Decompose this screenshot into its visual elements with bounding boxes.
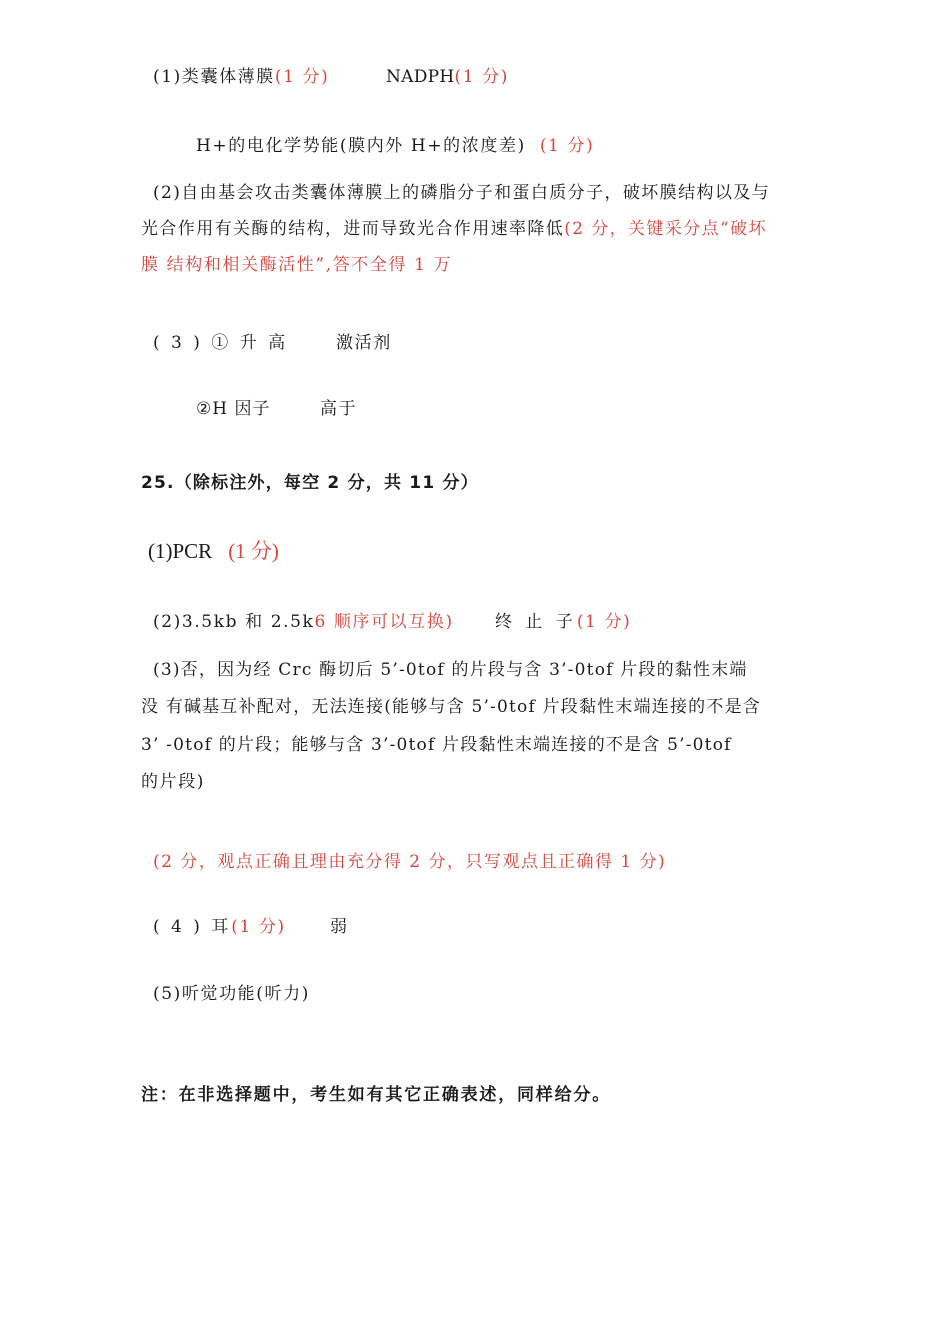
q25-p3-line1: (3)否，因为经 Crc 酶切后 5’-0tof 的片段与含 3’-0tof 片段的黏性末端 <box>153 660 748 680</box>
q24-p1-row <box>153 66 329 88</box>
q25-p2-score: (1 分) <box>576 612 632 632</box>
q25-p4-score: (1 分) <box>231 917 286 937</box>
q24-p2-line1: (2)自由基会攻击类囊体薄膜上的磷脂分子和蛋白质分子，破坏膜结构以及与 <box>153 183 771 203</box>
q25-p2-red: 6 顺序可以互换) <box>314 612 454 632</box>
q24-p1-answer-b-row <box>386 66 509 88</box>
q24-p2-line2 <box>141 218 767 240</box>
q24-p2-line2-score: (2 分，关键采分点“破坏 <box>564 219 767 239</box>
q25-p4-row <box>153 916 286 938</box>
q25-p1-text: (1)PCR <box>148 539 213 563</box>
q25-p3-score-note: (2 分，观点正确且理由充分得 2 分，只写观点且正确得 1 分) <box>153 852 667 872</box>
q25-p5-text: (5)听觉功能(听力) <box>153 984 310 1004</box>
q24-p1-score-c: (1 分) <box>539 136 595 156</box>
q25-heading: 25.（除标注外，每空 2 分，共 11 分） <box>141 473 479 493</box>
q24-p2-line3: 膜 结构和相关酶活性”,答不全得 1 万 <box>141 255 453 275</box>
q24-p3-sub-answer: 高于 <box>320 399 358 419</box>
q24-p1-answer-b: NADPH <box>386 67 455 87</box>
q25-p2-answer: 终 止 子 <box>495 612 577 632</box>
footer-note: 注：在非选择题中，考生如有其它正确表述，同样给分。 <box>141 1085 611 1105</box>
q24-p1-answer-a: (1)类囊体薄膜 <box>153 67 275 87</box>
q25-p1-row <box>148 540 279 562</box>
q25-p2-answer-row <box>495 611 631 633</box>
q24-p1-answer-c: H+的电化学势能(膜内外 H+的浓度差) <box>196 136 526 156</box>
q25-p4-text: ( 4 ) 耳 <box>153 917 232 937</box>
q24-p1-row-c <box>196 135 594 157</box>
q25-p4-answer: 弱 <box>330 917 349 937</box>
q24-p3-sub-label: ②H 因子 <box>196 399 271 419</box>
q25-p3-line2: 没 有碱基互补配对，无法连接(能够与含 5’-0tof 片段黏性末端连接的不是含 <box>141 697 761 717</box>
q25-p3-line3: 3’ -0tof 的片段；能够与含 3’-0tof 片段黏性末端连接的不是含 5’-0tof <box>141 735 732 755</box>
q24-p2-line2-text: 光合作用有关酶的结构，进而导致光合作用速率降低 <box>141 219 565 239</box>
q24-p3-answer: 激活剂 <box>336 333 392 353</box>
q25-p2-row <box>153 611 454 633</box>
q24-p1-score-b: (1 分) <box>454 67 510 87</box>
q25-p3-line4: 的片段) <box>141 772 206 792</box>
q25-p2-text: (2)3.5kb 和 2.5k <box>153 612 315 632</box>
q24-p1-score-a: (1 分) <box>274 67 330 87</box>
q24-p3-label: ( 3 ) ① 升 高 <box>153 333 289 353</box>
q25-p1-score: (1 分) <box>228 539 279 563</box>
